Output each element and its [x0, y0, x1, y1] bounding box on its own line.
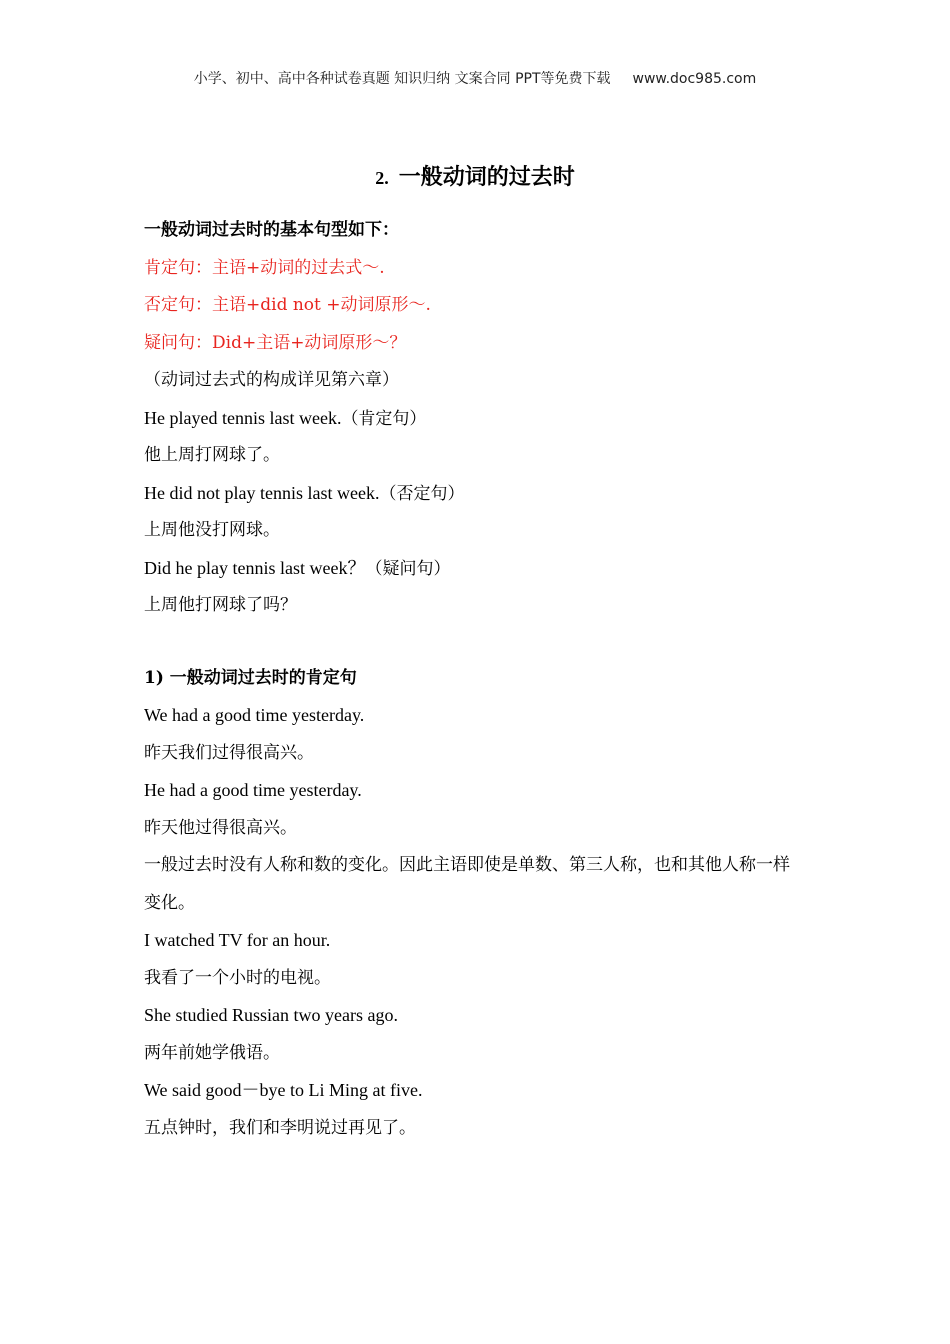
example-en: He did not play tennis last week.（否定句）: [144, 482, 465, 504]
intro-heading: 一般动词过去时的基本句型如下：: [144, 220, 399, 240]
example-en: He played tennis last week.（肯定句）: [144, 407, 427, 429]
affirmative-pattern: 肯定句：主语+动词的过去式～.: [144, 257, 385, 278]
example-en: Did he play tennis last week？（疑问句）: [144, 557, 451, 579]
sentence-en: We said good－bye to Li Ming at five.: [144, 1080, 423, 1100]
sentence-en: I watched TV for an hour.: [144, 930, 331, 950]
example-zh: 上周他打网球了吗？: [144, 595, 297, 615]
example-zh: 上周他没打网球。: [144, 520, 280, 540]
sentence-zh: 两年前她学俄语。: [144, 1042, 280, 1063]
sentence-zh: 昨天我们过得很高兴。: [144, 742, 314, 763]
sentence-zh: 昨天他过得很高兴。: [144, 817, 297, 838]
header-text: 小学、初中、高中各种试卷真题 知识归纳 文案合同 PPT等免费下载: [193, 71, 611, 87]
sentence-zh: 五点钟时，我们和李明说过再见了。: [144, 1117, 416, 1138]
page-title: [0, 160, 950, 191]
section-heading: 1) 一般动词过去时的肯定句: [144, 667, 357, 688]
document-body: [144, 212, 804, 1147]
explanation-paragraph: 一般过去时没有人称和数的变化。因此主语即使是单数、第三人称，也和其他人称一样变化。: [144, 855, 790, 913]
intro-note: （动词过去式的构成详见第六章）: [144, 370, 399, 390]
page-header: [0, 68, 950, 88]
sentence-zh: 我看了一个小时的电视。: [144, 967, 331, 988]
example-zh: 他上周打网球了。: [144, 445, 280, 465]
sentence-en: We had a good time yesterday.: [144, 705, 365, 725]
title-text: 一般动词的过去时: [398, 164, 575, 190]
negative-pattern: 否定句：主语+did not +动词原形～.: [144, 295, 431, 315]
header-site: www.doc985.com: [632, 71, 757, 87]
question-pattern: 疑问句：Did+主语+动词原形～？: [144, 332, 407, 353]
sentence-en: She studied Russian two years ago.: [144, 1005, 398, 1025]
sentence-en: He had a good time yesterday.: [144, 780, 362, 800]
title-number: 2.: [375, 168, 389, 188]
section-spacer: [144, 625, 804, 660]
